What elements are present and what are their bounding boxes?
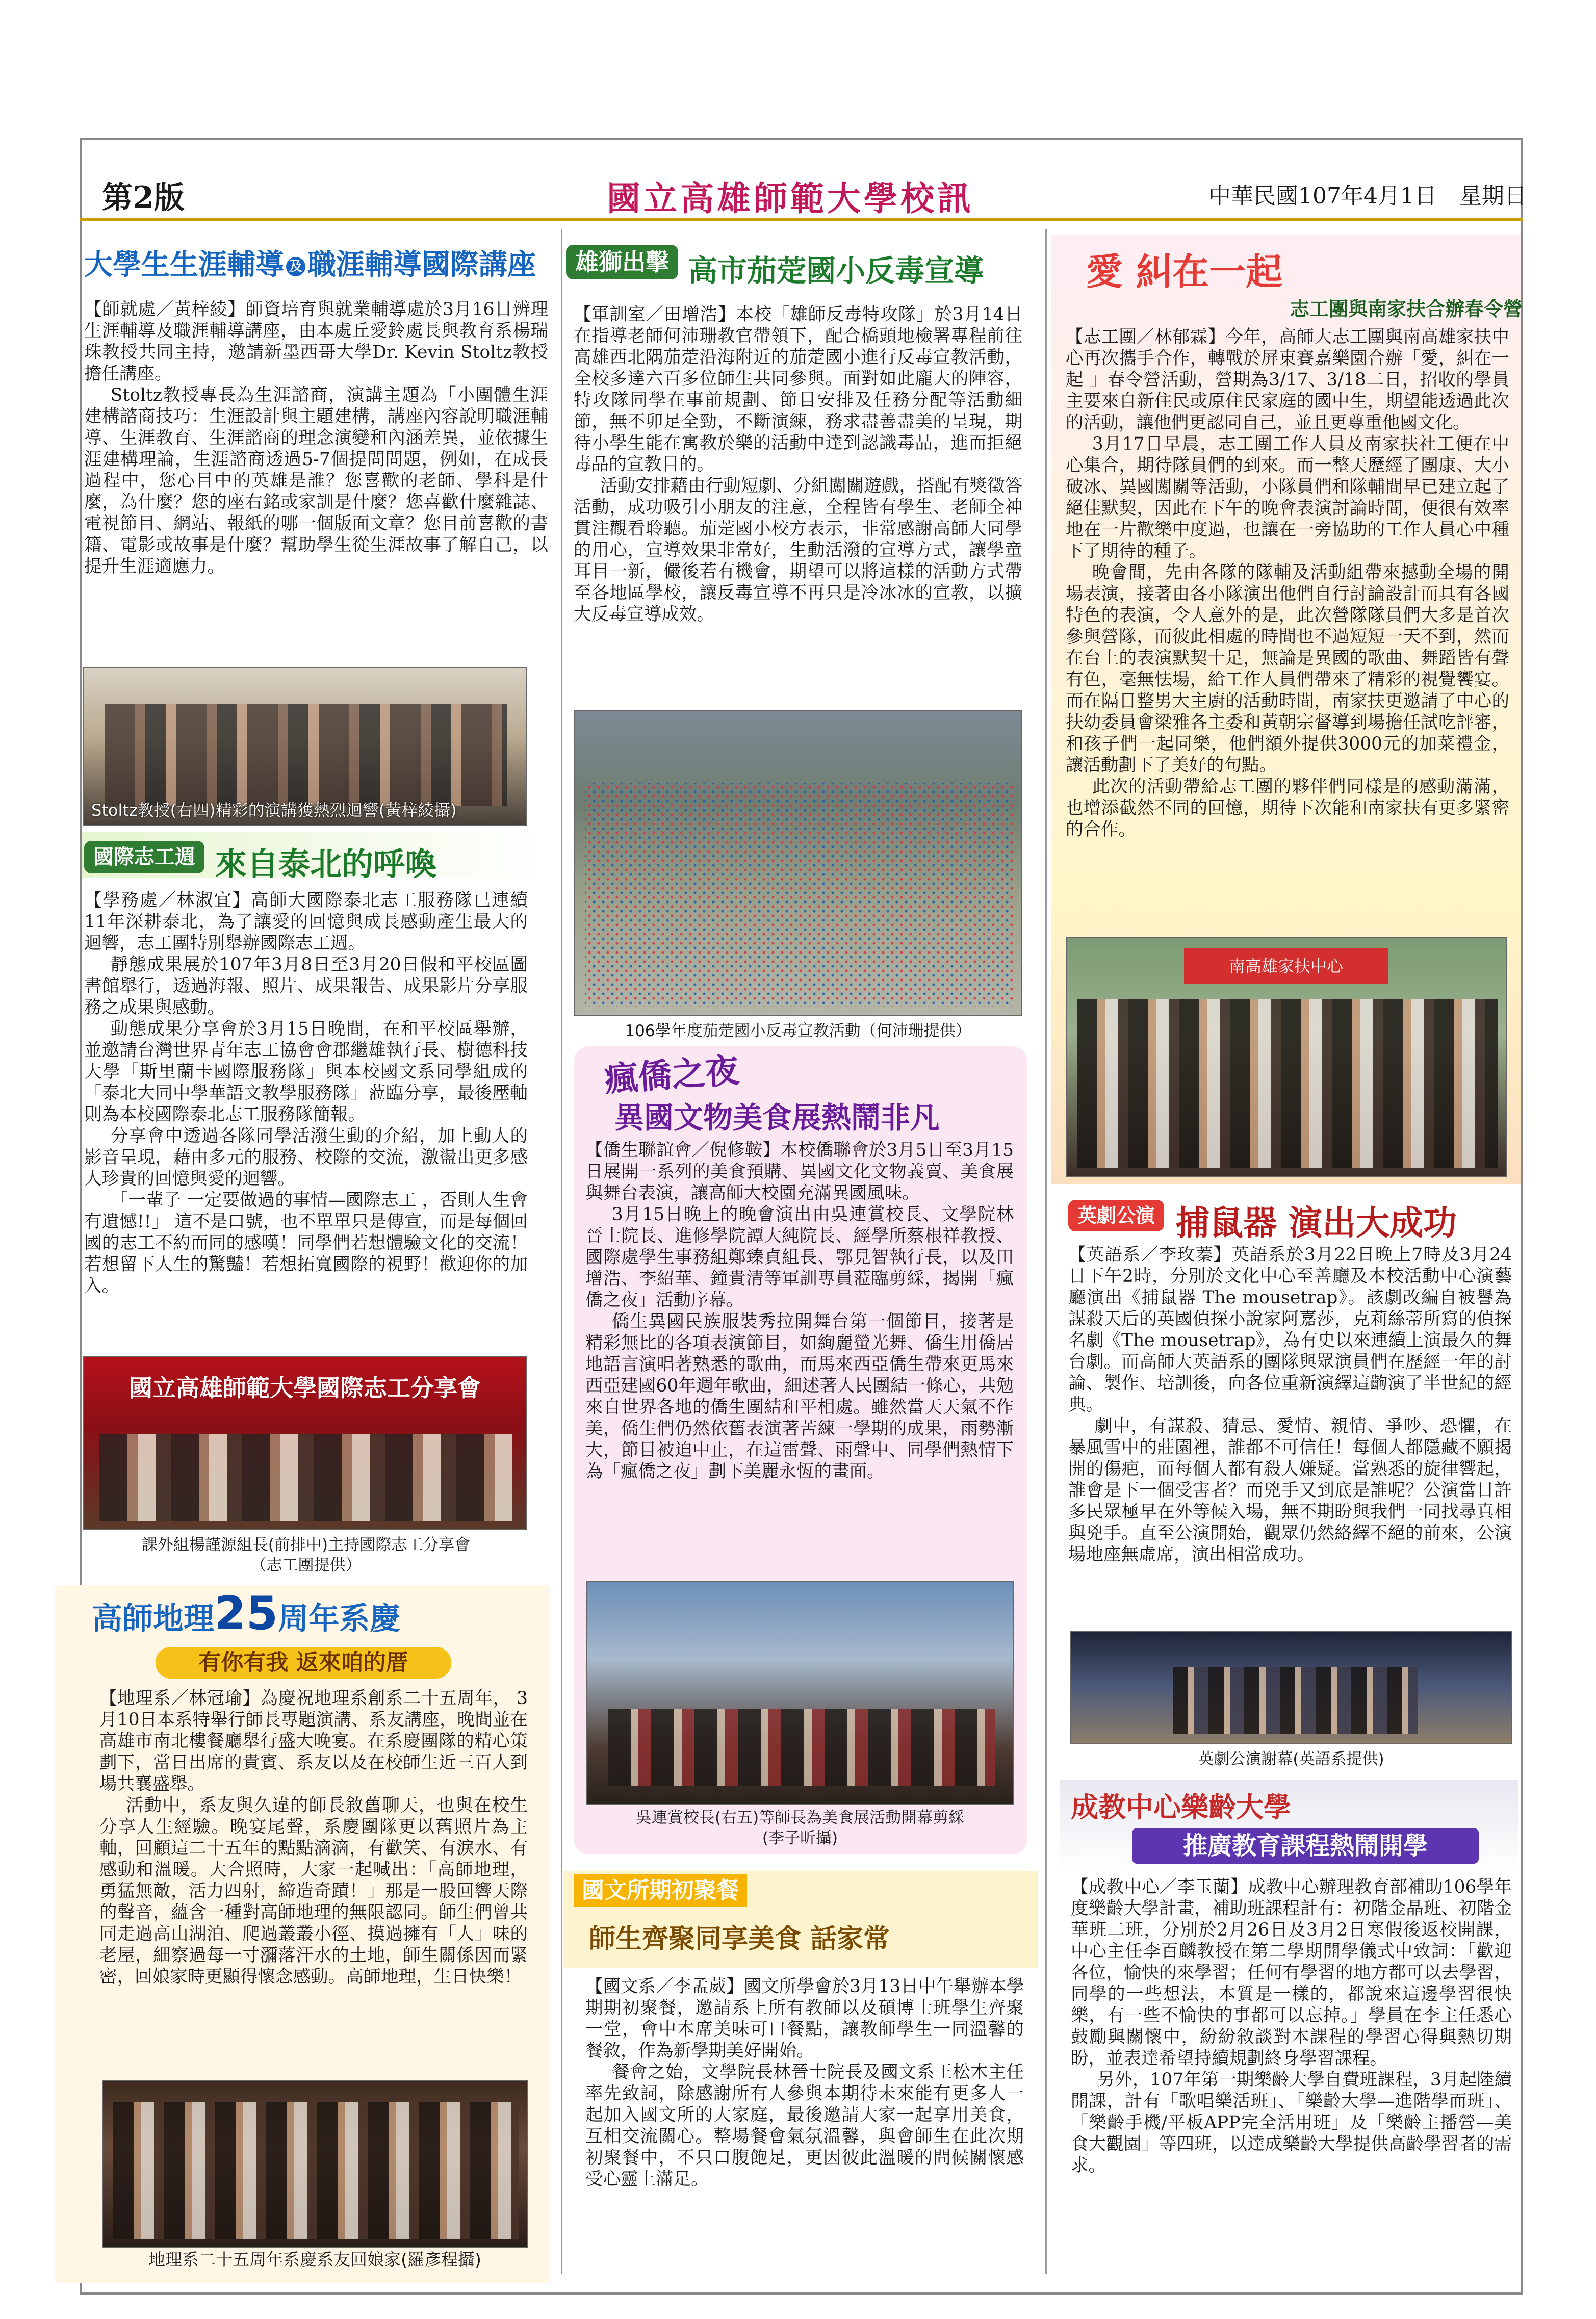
paragraph: 【軍訓室／田增浩】本校「雄師反毒特攻隊」於3月14日在指導老師何沛珊教官帶領下，配合橋頭地檢署專程前往高雄西北隅茄萣沿海附近的茄萣國小進行反毒宣教活動，全校多達六百多位師生共同參與。面對如此龐大的陣容，特攻隊同學在事前規劃、節目安排及任務分配等活動細節，無不卯足全勁，不斷演練，務求盡善盡美的呈現，期待小學生能在寓教於樂的活動中達到認識毒品，進而拒絕毒品的宣教目的。 [574, 304, 1022, 475]
paragraph: Stoltz教授專長為生涯諮商，演講主題為「小團體生涯建構諮商技巧：生涯設計與主題建構，講座內容說明職涯輔導、生涯教育、生涯諮商的理念演變和內涵差異，並依據生涯建構理論，生涯諮商透過5-7個提問問題，例如，在成長過程中，您心目中的英雄是誰？您喜歡的老師、學科是什麼，為什麼？您的座右銘或家訓是什麼？您喜歡什麼雜誌、電視節目、網站、報紙的哪一個版面文章？您目前喜歡的書籍、電影或故事是什麼？幫助學生從生涯故事了解自己，以提升生涯適應力。 [84, 385, 548, 577]
photo-caption: 吳連賞校長(右五)等師長為美食展活動開幕剪綵 (李子昕攝) [635, 1809, 965, 1847]
paragraph: 活動中，系友與久違的師長敘舊聊天，也與在校生分享人生經驗。晚宴尾聲，系慶團隊更以舊照片為主軸，回顧這二十五年的點點滴滴，有歡笑、有淚水、有感動和溫暖。大合照時，大家一起喊出：「高師地理，勇猛無敵，活力四射，締造奇蹟！」那是一股回響天際的聲音，蘊含一種對高師地理的無限認同。師生們曾共同走過高山湖泊、爬過叢叢小徑、摸過擁有「人」味的老屋，細察過每一寸瀰落汗水的土地，師生關係因而緊密，回娘家時更顯得懷念感動。高師地理，生日快樂！ [99, 1795, 528, 1987]
paragraph: 【地理系／林冠瑜】為慶祝地理系創系二十五周年， 3月10日本系特舉行師長專題演講、系友講座，晚間並在高雄市南北樓餐廳舉行盛大晚宴。在系慶團隊的精心策劃下，當日出席的貴賓、系友以及在校師生近三百人到場共襄盛舉。 [99, 1688, 528, 1794]
overseas-tag: 瘋僑之夜 [603, 1050, 740, 1100]
photo-career [83, 667, 527, 826]
photo-caption: 英劇公演謝幕(英語系提供) [1198, 1750, 1384, 1768]
chinese-title-line2: 師生齊聚同享美食 話家常 [589, 1924, 890, 1954]
paragraph: 僑生異國民族服裝秀拉開舞台第一個節目，接著是精彩無比的各項表演節目，如絢麗螢光舞、僑生用僑居地語言演唱著熟悉的歌曲，而馬來西亞僑生帶來更馬來西亞建國60年週年歌曲，細述著人民團結一條心，共勉來自世界各地的僑生團結和平相處。雖然當天天氣不作美，僑生們仍然依舊表演著苦練一學期的成果，雨勢漸大，節目被迫中止，在這雷聲、雨聲中、同學們熱情下為「瘋僑之夜」劃下美麗永恆的畫面。 [585, 1311, 1014, 1482]
antidrug-tag: 雄獅出擊 [566, 245, 678, 279]
paragraph: 【學務處／林淑宜】高師大國際泰北志工服務隊已連續11年深耕泰北，為了讓愛的回憶與成長感動產生最大的迴響，志工團特別舉辦國際志工週。 [84, 890, 528, 954]
article-love-body [1066, 326, 1509, 840]
column-divider [561, 229, 562, 2274]
paragraph: 劇中，有謀殺、猜忌、愛情、親情、爭吵、恐懼，在暴風雪中的莊園裡，誰都不可信任！每個人都隱藏不願揭開的傷疤，而每個人都有殺人嫌疑。當熟悉的旋律響起，誰會是下一個受害者？而兇手又到底是誰呢？公演當日許多民眾極早在外等候入場，無不期盼與我們一同找尋真相與兇手。直至公演開始，觀眾仍然絡繹不絕的前來，公演場地座無虛席，演出相當成功。 [1068, 1416, 1512, 1565]
paragraph: 餐會之始，文學院長林晉士院長及國文系王松木主任率先致詞，除感謝所有人參與本期待未來能有更多人一起加入國文所的大家庭，最後邀請大家一起享用美食，互相交流關心。整場餐會氣氛溫馨，與會師生在此次期初聚餐中，不只口腹飽足，更因彼此溫暖的問候關懷感受心靈上滿足。 [585, 2062, 1024, 2189]
photo-caption: 地理系二十五周年系慶系友回娘家(羅彥程攝) [148, 2250, 481, 2270]
volunteer-tag: 國際志工週 [84, 841, 204, 873]
paragraph: 分享會中透過各隊同學活潑生動的介紹，加上動人的影音呈現，藉由多元的服務、校際的交流，激盪出更多感人珍貴的回憶與愛的迴響。 [84, 1126, 528, 1189]
photo-overseas [586, 1581, 1014, 1805]
photo-caption: Stoltz教授(右四)精彩的演講獲熱烈迴響(黃梓綾攝) [91, 801, 457, 820]
photo-people [105, 704, 507, 806]
article-overseas-body [585, 1140, 1014, 1482]
photo-volunteer [83, 1356, 527, 1530]
article-career [84, 245, 548, 577]
love-title: 愛 糾在一起 [1086, 250, 1283, 293]
paragraph: 【僑生聯誼會／倪修鞍】本校僑聯會於3月5日至3月15日展開一系列的美食預購、異國文化文物義賣、美食展與舞台表演，讓高師大校園充滿異國風味。 [585, 1140, 1014, 1203]
photo-caption: 課外組楊謹源組長(前排中)主持國際志工分享會 （志工團提供） [141, 1536, 471, 1575]
overseas-title: 異國文物美食展熱鬧非凡 [614, 1100, 940, 1135]
paragraph: 動態成果分享會於3月15日晚間，在和平校區舉辦，並邀請台灣世界青年志工協會會郡繼雄執行長、樹德科技大學「斯里蘭卡國際服務隊」與本校國文系同學組成的「泰北大同中學華語文教學服務隊」蒞臨分享，最後壓軸則為本校國際泰北志工服務隊簡報。 [84, 1019, 528, 1125]
photo-people [1077, 999, 1498, 1168]
paragraph: 靜態成果展於107年3月8日至3月20日假和平校區圖書館舉行，透過海報、照片、成果報告、成果影片分享服務之成果與感動。 [84, 955, 528, 1018]
paragraph: 【國文系／李孟葳】國文所學會於3月13日中午舉辦本學期期初聚餐，邀請系上所有教師以及碩博士班學生齊聚一堂，會中本席美味可口餐點，讓教師學生一同溫馨的餐敘，作為新學期美好開始。 [585, 1976, 1024, 2061]
photo-people [99, 1434, 512, 1521]
photo-banner-text: 南高雄家扶中心 [1184, 948, 1388, 984]
paragraph: 3月17日早晨，志工團工作人員及南家扶社工便在中心集合，期待隊員們的到來。而一整天歷經了團康、大小破冰、異國闖關等活動，小隊員們和隊輔間早已建立起了絕佳默契，因此在下午的晚會表演討論時間，便很有效率地在一片歡樂中度過，也讓在一旁協助的工作人員心中種下了期待的種子。 [1066, 434, 1509, 561]
photo-people [113, 2102, 519, 2239]
article-chinese-body [585, 1976, 1024, 2190]
geo-title: 高師地理25周年系慶 [92, 1587, 401, 1640]
drama-title: 捕鼠器 演出大成功 [1176, 1203, 1457, 1243]
paragraph: 【成教中心／李玉蘭】成教中心辦理教育部補助106學年度樂齡大學計畫，補助班課程計有：初階金晶班、初階金華班二班，分別於2月26日及3月2日寒假後返校開課，中心主任李百麟教授在第二學期開學儀式中致詞：「歡迎各位，愉快的來學習；任何有學習的地方都可以去學習，同學的一些想法，本質是一樣的，都說來這邊學習很快樂，有一些不愉快的事都可以忘掉。」學員在李主任悉心鼓勵與關懷中，紛紛敘談對本課程的學習心得與熱切期盼，並表達希望持續規劃終身學習課程。 [1071, 1877, 1512, 2069]
photo-love [1066, 937, 1507, 1177]
article-volunteer-body [84, 890, 528, 1297]
article-drama-body [1068, 1244, 1512, 1565]
paragraph: 「一輩子 一定要做過的事情—國際志工 ，否則人生會有遺憾!!」 這不是口號，也不單單只是傳宣，而是每個回國的志工不約而同的感嘆！同學們若想體驗文化的交流！若想留下人生的驚豔！若想拓寬國際的視野！歡迎你的加入。 [84, 1190, 528, 1296]
photo-drama [1070, 1631, 1512, 1744]
photo-people [608, 1709, 995, 1786]
chinese-title-line1: 國文所期初聚餐 [574, 1874, 747, 1907]
paragraph: 【師就處／黃梓綾】師資培育與就業輔導處於3月16日辨理生涯輔導及職涯輔導講座，由本處丘愛鈴處長與教育系楊瑞珠教授共同主持，邀請新墨西哥大學Dr. Kevin Stoltz教授擔任講座。 [84, 299, 548, 384]
article-antidrug-heading [566, 245, 984, 290]
article-career-body [84, 299, 548, 577]
photo-antidrug [574, 710, 1022, 1016]
antidrug-title: 高市茄萣國小反毒宣導 [688, 253, 984, 288]
paragraph: 此次的活動帶給志工團的夥伴們同樣是的感動滿滿，也增添截然不同的回憶，期待下次能和南家扶有更多緊密的合作。 [1066, 777, 1509, 840]
paragraph: 晚會間，先由各隊的隊輔及活動組帶來撼動全場的開場表演，接著由各小隊演出他們自行討論設計而具有各國特色的表演，令人意外的是，此次營隊隊員們大多是首次參與營隊，而彼此相處的時間也不過短短一天不到，然而在台上的表演默契十足，無論是異國的歌曲、舞蹈皆有聲有色，毫無怯場，給工作人員們帶來了精彩的視覺饗宴。而在隔日整男大主廚的活動時間，南家扶更邀請了中心的扶幼委員會梁雅各主委和黃朝宗督導到場擔任試吃評審，和孩子們一起同樂，他們額外提供3000元的加菜禮金，讓活動劃下了美好的句點。 [1066, 562, 1509, 776]
love-subtitle: 志工團與南家扶合辦春令營 [1290, 298, 1523, 320]
elder-title: 成教中心樂齡大學 [1071, 1791, 1291, 1823]
column-divider [1045, 229, 1047, 2274]
photo-cast [1173, 1667, 1418, 1734]
article-elder-body [1071, 1876, 1512, 2176]
article-geo-body [99, 1688, 528, 1988]
volunteer-title: 來自泰北的呼喚 [215, 845, 437, 883]
elder-subtitle: 推廣教育課程熱鬧開學 [1132, 1828, 1479, 1864]
article-career-title: 大學生生涯輔導 及 職涯輔導國際講座 [84, 248, 536, 281]
article-antidrug-body [574, 304, 1022, 625]
header-rule [80, 218, 1523, 221]
newspaper-title: 國立高雄師範大學校訊 [607, 179, 974, 218]
photo-banner-text: 國立高雄師範大學國際志工分享會 [129, 1374, 481, 1402]
paragraph: 3月15日晚上的晚會演出由吳連賞校長、文學院林晉士院長、進修學院譚大純院長、經學所蔡根祥教授、國際處學生事務組鄭臻貞組長、鄂見智執行長，以及田增浩、李紹華、鐘貴清等軍訓專員蒞臨剪綵，揭開「瘋僑之夜」活動序幕。 [585, 1204, 1014, 1310]
paragraph: 活動安排藉由行動短劇、分組闖關遊戲，搭配有獎徵答活動，成功吸引小朋友的注意，全程皆有學生、老師全神貫注觀看聆聽。茄萣國小校方表示，非常感謝高師大同學的用心，宣導效果非常好，生動活潑的宣導方式，讓學童耳目一新，儼後若有機會，期望可以將這樣的活動方式帶至各地區學校，讓反毒宣導不再只是冷冰冰的宣教，以擴大反毒宣導成效。 [574, 476, 1022, 625]
article-volunteer-heading [84, 839, 436, 884]
issue-date: 中華民國107年4月1日 星期日 [1208, 183, 1527, 209]
paragraph: 另外，107年第一期樂齡大學自費班課程，3月起陸續開課，計有「歌唱樂活班」、「樂齡大學—進階學而班」、「樂齡手機/平板APP完全活用班」及「樂齡主播營—美食大觀園」等四班，以達成樂齡大學提供高齡學習者的需求。 [1071, 2070, 1512, 2176]
paragraph: 【志工團／林郁霖】今年，高師大志工團與南高雄家扶中心再次攜手合作，轉戰於屏東賽嘉樂園合辦「愛，糾在一起 」春令營活動，營期為3/17、3/18二日，招收的學員主要來自新住民或原住民家庭的國中生，期望能透過此次的活動，讓他們更認同自己，並且更尊重他國文化。 [1066, 327, 1509, 433]
geo-subtitle: 有你有我 返來咱的厝 [156, 1647, 451, 1679]
title-joiner-badge: 及 [286, 257, 305, 276]
photo-caption: 106學年度茄萣國小反毒宣教活動（何沛珊提供） [625, 1022, 971, 1040]
article-drama-heading [1068, 1196, 1457, 1244]
photo-crowd [585, 783, 1013, 1007]
issue-number: 第2版 [102, 180, 185, 216]
paragraph: 【英語系／李玫蓁】英語系於3月22日晚上7時及3月24日下午2時，分別於文化中心至善廳及本校活動中心演藝廳演出《捕鼠器 The mousetrap》。該劇改編自被譽為謀殺天后的英國偵探小說家阿嘉莎，克莉絲蒂所寫的偵探名劇《The mousetrap》，為有史以來連續上演最久的舞台劇。而高師大英語系的團隊與眾演員們在歷經一年的討論、製作、培訓後，向各位重新演繹這齣演了半世紀的經典。 [1068, 1245, 1512, 1415]
drama-tag: 英劇公演 [1068, 1200, 1164, 1231]
photo-geo [102, 2080, 528, 2248]
